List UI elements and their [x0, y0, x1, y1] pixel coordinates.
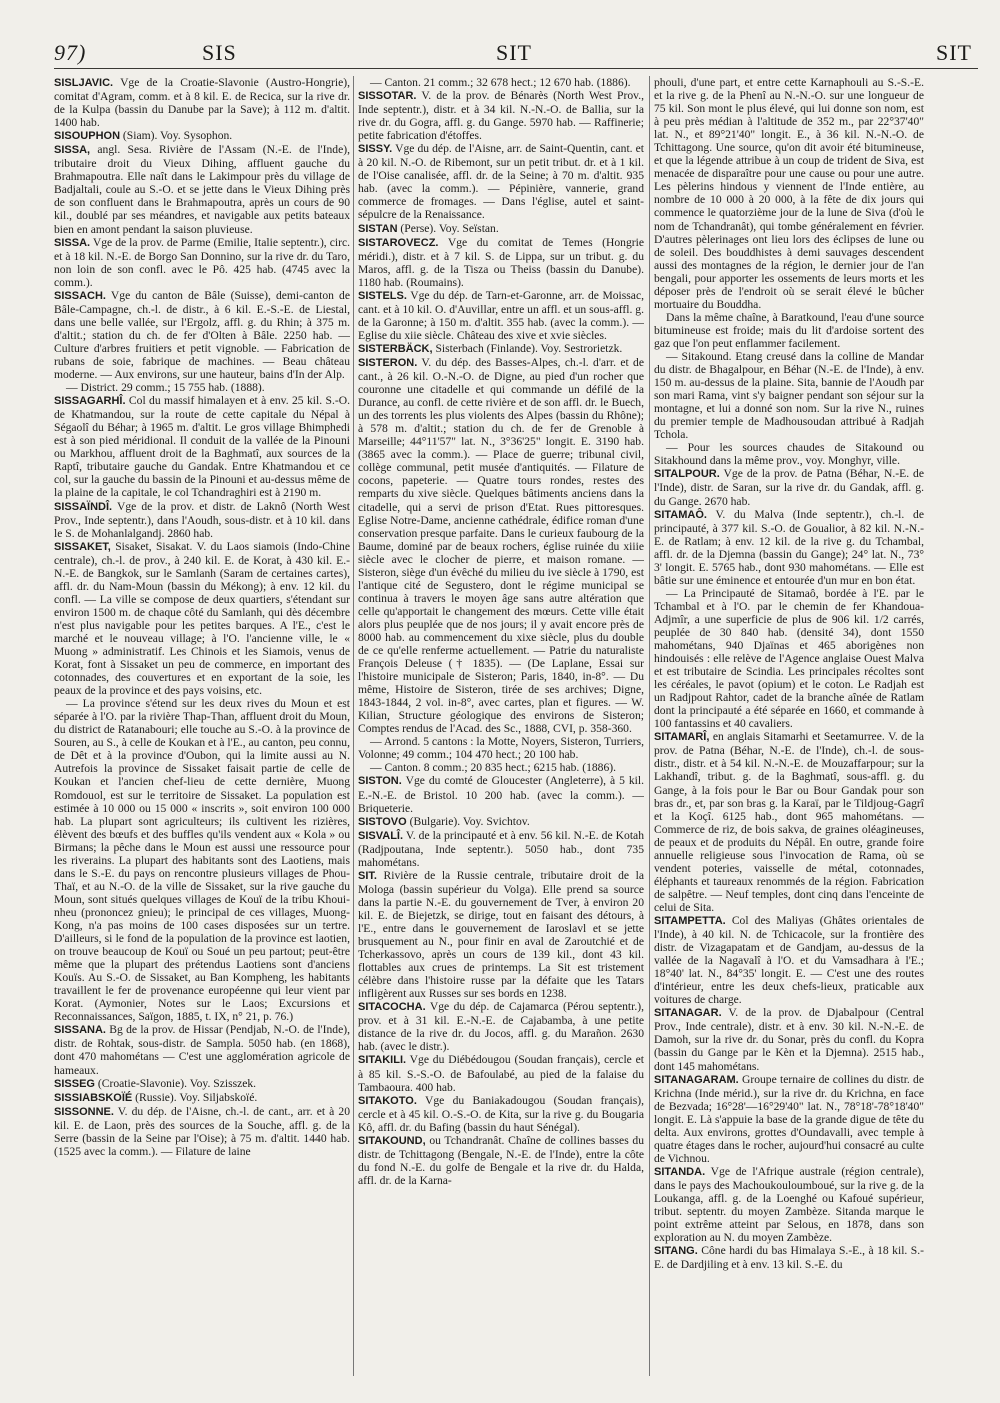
entry-text: (Bulgarie). Voy. Svichtov.	[406, 814, 530, 828]
entry	[358, 774, 644, 814]
entry-headword: SISOUPHON	[54, 130, 121, 143]
entry	[358, 1053, 644, 1093]
entry-text: Vge de la Croatie-Slavonie (Austro-Hongrie), comitat d'Agram, comm. et à 8 kil. E. de Recica, sur la rive dr. de la Kulpa (bassin du Danube par la Save); à 112 m. d'altit. 1400 hab.	[54, 76, 350, 130]
entry-headword: SITAMPETTA.	[654, 915, 726, 927]
entry	[358, 342, 644, 356]
entry	[358, 1134, 644, 1187]
entry-text: Vge de la prov. de Parme (Emilie, Italie septentr.), circ. et à 18 kil. N.-E. de Borgo San Donnino, sur la rive dr. du Taro, non loin de son confl. avec le Pô. 425 hab. (4745 avec la comm.).	[54, 235, 350, 289]
entry-text: Vge de la prov. de Patna (Béhar, N.-E. de l'Inde), distr. de Saran, sur la rive dr. du Gandak, affl. g. du Gange. 2670 hab.	[654, 467, 924, 508]
entry-headword: SISSAKET,	[54, 540, 111, 553]
entry-text: (Perse). Voy. Seïstan.	[397, 221, 499, 235]
entry	[654, 1244, 924, 1271]
entry	[358, 142, 644, 221]
entry-text: phouli, d'une part, et entre cette Karnaphouli au S.-S.-E. et la rive g. de la Phenî au N.-N.-O. sur une longueur de 75 kil. Son mont le plus élevé, qui lui donne son nom, est à peu près médian à l'altitude de 352 m., par 22°37'40" lat. N., et 89°21'40" longit. E., à 36 kil. N.-N.-O. de Tchittagong. Une source, qu'on dit avoir été bitumineuse, et que la légende attribue à un coup de trident de Siva, est menacée de disparaître pour une cause ou pour une autre. Les pèlerins hindous y viennent de l'Inde entière, au nombre de 10 000 à 20 000, à la fête de dix jours qui commence le quatorzième jour de la lune de Siva (d'où le nom de Tchandranât), qui tombe généralement en février. D'autres pèlerinages ont lieu lors des éclipses de lune ou de soleil. Des bouddhistes à demi sauvages descendent aussi des montagnes de la région, le dernier jour de l'an bengali, pour apporter les ossements de leurs morts et les déposer près de l'endroit où se serait élevé le bûcher mortuaire du Bouddha.	[654, 76, 924, 311]
entry-headword: SISSANA.	[54, 1024, 106, 1037]
entry-headword: SISSIABSKOÏÉ	[54, 1091, 133, 1104]
entry	[54, 1023, 350, 1076]
entry-headword: SISSA,	[54, 144, 91, 157]
entry	[54, 500, 350, 540]
entry-headword: SISSOTAR.	[358, 90, 417, 103]
entry-text: Rivière de la Russie centrale, tributaire droit de la Mologa (bassin supérieur du Volga). Elle prend sa source dans la partie N.-E. du gouvernement de Tver, à environ 20 kil. E. de Biejetzk, se dirige, tout en faisant des détours, à l'E., entre dans le gouvernement de Iaroslavl et se jette brusquement au N., pour finir en aval de Zaroutchié et de Tcherkassovo, après un cours de 139 kil., dont 43 kil. flottables aux crues de printemps. La Sit est tristement célèbre dans l'histoire russe par la défaite que les Tatars infligèrent aux Russes sur ses bords en 1238.	[358, 868, 644, 1001]
entry	[358, 356, 644, 735]
sub-entry: — Canton. 21 comm.; 32 678 hect.; 12 670 hab. (1886).	[370, 76, 631, 89]
entry	[358, 222, 644, 236]
entry	[54, 289, 350, 381]
entry	[654, 730, 924, 914]
entry-text: V. de la prov. de Djabalpour (Central Prov., Inde centrale), distr. et à env. 30 kil. N.-N.-E. de Damoh, sur la rive dr. du Sonar, près du confl. du Kopra (bassin du Gange par le Kèn et la Djemna). 2515 hab., dont 145 mahométans.	[654, 1006, 924, 1073]
header-rule	[54, 68, 978, 69]
entry-headword: SISSONNE.	[54, 1105, 114, 1118]
column-middle	[358, 76, 644, 1388]
sub-entry: Dans la même chaîne, à Baratkound, l'eau d'une source bitumineuse est froide; mais du lit d'ardoise sortent des gaz que l'on peut enflammer facilement.	[654, 310, 924, 350]
entry-headword: SISSAGARHÎ.	[54, 395, 126, 408]
entry-text: (Siam). Voy. Sysophon.	[120, 129, 233, 143]
entry-text: (Croatie-Slavonie). Voy. Szisszek.	[94, 1076, 257, 1090]
entry	[54, 1077, 350, 1091]
entry	[654, 1073, 924, 1165]
entry	[358, 289, 644, 342]
entry	[358, 869, 644, 1000]
entry	[358, 236, 644, 289]
column-right	[654, 76, 924, 1388]
entry-headword: SISTOVO	[358, 815, 407, 828]
entry-headword: SITANDA.	[654, 1165, 706, 1178]
sub-entry: — Pour les sources chaudes de Sitakound ou Sitakhound dans la même prov., voy. Monghyr, ville.	[654, 441, 924, 468]
entry	[54, 76, 350, 129]
entry-text: Vge du dép. de Cajamarca (Pérou septentr.), prov. et à 31 kil. E.-N.-E. de Cajabamba, à une petite distance de la rive dr. du Jocos, affl. g. du Marañon. 2630 hab. (avec le distr.).	[358, 1000, 644, 1054]
sub-entry: — La province s'étend sur les deux rives du Moun et est séparée à l'O. par la rivière Thap-Than, affluent droit du Moun, du district de Ratanabouri; elle touche au S.-O. à la province de Souren, au S., à celle de Koukan et à l'E., au canton, peu connu, de Dêt et à la province d'Oubon, qui la limite aussi au N. Autrefois la province de Sissaket faisait partie de celle de Koukan et l'ancien chef-lieu de cette dernière, Muong Romdouol, est sur le territoire de Sissaket. La population est estimée à 10 000 ou 15 000 « inscrits », soit environ 100 000 hab. La plupart sont agriculteurs; ils cultivent les rizières, élèvent des bœufs et des buffles qu'ils vendent aux « Kola » ou Birmans; la pêche dans le Moun est aussi une ressource pour les riverains. La plupart des habitants sont des Laotiens, mais dans le S.-E. du pays on rencontre plusieurs villages de Phou-Thaï, et au N.-O. de la ville de Sissaket, sur la rive gauche du Moun, sont situés quelques villages de Kouï de la tribu Khoui-nheu (prononcez gnieu); le principal de ces villages, Muong-Kong, n'a pas moins de 100 cases disposées sur un tertre. D'ailleurs, si le fond de la population de la province est laotien, on trouve beaucoup de Kouï ou Soué un peu partout; peut-être même que la plupart des prétendus Laotiens sont d'anciens Kouïs. Au S.-O. de Sissaket, au Ban Kompheng, les habitants travaillent le fer de provenance européenne qui leur vient par Korat. (Aymonier, Notes sur le Laos; Excursions et Reconnaissances, Saïgon, 1885, t. IX, n° 21, p. 76.)	[54, 697, 350, 1024]
entry	[54, 129, 350, 143]
entry-text: Sisaket, Sisakat. V. du Laos siamois (Indo-Chine centrale), ch.-l. de prov., à 240 kil. E. de Korat, à 430 kil. E.-N.-E. de Bangkok, sur le Samlanh (Saram de certaines cartes), affl. dr. du Nam-Moun (bassin du Mékong); à env. 12 kil. du confl. — La ville se compose de deux quartiers, s'étendant sur environ 1500 m. de chaque côté du Samlanh, qui dès décembre n'est plus navigable pour les petites barques. A l'E., c'est le marché et le nouveau village; à l'O. l'ancienne ville, le « Muong » administratif. Les Chinois et les Siamois, venus de Korat, font à Sissaket un peu de commerce, en important des cotonnades, des couvertures et en exportant de la soie, les peaux de la province et des pays voisins, etc.	[54, 539, 350, 698]
entry-text: V. de la prov. de Bénarès (North West Prov., Inde septentr.), distr. et à 34 kil. N.-N.-O. de Ballia, sur la rive dr. du Gogra, affl. g. du Gange. 5970 hab. — Raffinerie; petite fabrication d'étoffes.	[358, 89, 644, 143]
entry-headword: SISTERON.	[358, 356, 418, 369]
entry-text: ou Tchandranât. Chaîne de collines basses du distr. de Tchittagong (Bengale, N.-E. de l'Inde), entre la côte du fond N.-E. du golfe de Bengale et la rive dr. du Halda, affl. dr. de la Karna-	[358, 1133, 644, 1187]
entry-text: V. du dép. des Basses-Alpes, ch.-l. d'arr. et de cant., à 26 kil. O.-N.-O. de Digne, au pied d'un rocher que couronne une citadelle et qui commande un défilé de la Durance, au confl. de cette rivière et de son affl. dr. le Buech, un des torrents les plus violents des Alpes (bassin du Rhône); à 578 m. d'altit.; station du ch. de fer de Grenoble à Marseille; 44°11'57" lat. N., 3°36'25" longit. E. 3190 hab. (3865 avec la comm.). — Place de guerre; tribunal civil, collège communal, petit musée d'antiquités. — Filature de cocons, papeterie. — Quatre tours rondes, restes des remparts du xive siècle. Quelques bâtiments anciens dans la citadelle, qui a servi de prison d'Etat. Rues pittoresques. Eglise Notre-Dame, ancienne cathédrale, édifice roman d'une conservation presque parfaite. Dans le curieux faubourg de la Baume, dominé par de beaux rochers, église ruinée du xiiie siècle avec le clocher de pierre, et maison romane. — Sisteron, siège d'un évêché du milieu du ive siècle à 1790, est l'antique cité de Segustero, dont le régime municipal se continua à travers le moyen âge sans autre altération que celle qu'apportait le changement des mœurs. Cette ville était alors plus peuplée que de nos jours; il y avait encore près de 8000 hab. au commencement du xixe siècle, plus du double de ce qu'elle renferme actuellement. — Patrie du naturaliste François Deleuse († 1835). — (De Laplane, Essai sur l'histoire municipale de Sisteron; Paris, 1840, in-8°. — Du même, Histoire de Sisteron, tirée de ses archives; Digne, 1843-1844, 2 vol. in-8°, avec cartes, plan et figures. — W. Kilian, Structure géologique des environs de Sisteron; Comptes rendus de l'Acad. des Sc., 1888, CVI, p. 358-360.	[358, 355, 644, 736]
entry-headword: SISTERBÄCK,	[358, 342, 433, 355]
sub-entry: — Arrond. 5 cantons : la Motte, Noyers, Sisteron, Turriers, Volonne; 49 comm.; 104 470 hect.; 20 100 hab.	[358, 735, 644, 762]
entry-headword: SISTAN	[358, 222, 398, 235]
entry	[54, 143, 350, 235]
entry-headword: SISSA.	[54, 236, 91, 249]
entry	[358, 1094, 644, 1134]
entry-headword: SISSY.	[358, 143, 393, 156]
entry-text: Vge du dép. de l'Aisne, arr. de Saint-Quentin, cant. et à 20 kil. N.-O. de Ribemont, sur un petit tribut. dr. et à 1 kil. de l'Oise canalisée, affl. dr. de la Seine; à 70 m. d'altit. 935 hab. (avec la comm.). — Pépinière, vannerie, grand commerce de fromages. — Dans l'église, autel et saint-sépulcre de la Renaissance.	[358, 142, 644, 222]
entry-text: Vge de la prov. et distr. de Laknô (North West Prov., Inde septentr.), dans l'Aoudh, sous-distr. et à 10 kil. dans le S. de Mohanlalgandj. 2860 hab.	[54, 499, 350, 540]
entry	[54, 1091, 350, 1105]
entry-text: angl. Sesa. Rivière de l'Assam (N.-E. de l'Inde), tributaire droit du Vieux Dihing, affluent gauche du Brahmapoutra. Elle naît dans le Lakimpour près du village de Badjaltali, coule au S.-O. et se jette dans le Vieux Dihing près de son confluent dans le Brahmapoutra, après un cours de 90 kil., doublé par ses méandres, et navigable aux petits bateaux bien en amont pendant la saison pluvieuse.	[54, 143, 350, 236]
entry-headword: SISTON.	[358, 775, 402, 788]
entry-text: Vge du dép. de Tarn-et-Garonne, arr. de Moissac, cant. et à 10 kil. O. d'Auvillar, entre un affl. et un sous-affl. g. de la Garonne; à 150 m. d'altit. 355 hab. (avec la comm.). — Eglise du xiie siècle. Château des xive et xvie siècles.	[358, 288, 644, 342]
entry	[54, 1105, 350, 1158]
sub-entry: — District. 29 comm.; 15 755 hab. (1888).	[66, 381, 265, 395]
entry-text: Vge du canton de Bâle (Suisse), demi-canton de Bâle-Campagne, ch.-l. de distr., à 6 kil. E.-S.-E. de Liestal, dans une belle vallée, sur l'Ergolz, affl. g. du Rhin; à 375 m. d'altit.; station du ch. de fer d'Olten à Bâle. 2250 hab. — Culture d'arbres fruitiers et petit vignoble. — Fabrication de rubans de soie, fabrique de machines. — Beau château moderne. — Aux environs, sur une hauteur, bains d'In der Alp.	[54, 288, 350, 382]
entry-text: Col du massif himalayen et à env. 25 kil. S.-O. de Khatmandou, sur la route de cette capitale du Népal à Ségaolî du Béhar; à 1965 m. d'altit. Le gros village Bhimphedi est à son pied méridional. Il conduit de la vallée de la Pinouni ou Markhou, affluent droit de la Baghmatî, aux sources de la Raptî, tributaire gauche du Gandak. Entre Khatmandou et ce col, sur la gauche du bassin de la Pinouni et au-dessus même de la plaine de la capitale, le col Tchandraghiri est à 2190 m.	[54, 394, 350, 500]
entry	[654, 914, 924, 1006]
entry-headword: SITAMAÔ.	[654, 508, 707, 521]
entry	[358, 1000, 644, 1053]
entry	[358, 815, 644, 829]
entry-headword: SITAKOUND,	[358, 1134, 426, 1147]
entry	[358, 89, 644, 142]
entry-headword: SITAMARÎ,	[654, 731, 710, 744]
entry	[654, 76, 924, 311]
entry-headword: SITANG.	[654, 1245, 698, 1258]
entry-headword: SITACOCHA.	[358, 1001, 426, 1014]
entry-text: Col des Maliyas (Ghâtes orientales de l'Inde), à 40 kil. N. de Tchicacole, sur la frontière des distr. de Vizagapatam et de Gandjam, au-dessus de la vallée de la Nagavalî à l'O. et du Vamsadhara à l'E.; 18°40' lat. N., 84°35' longit. E. — C'est une des routes d'intérieur, entre les deux chefs-lieux, praticable aux voitures de charge.	[654, 914, 924, 1007]
entry-text: en anglais Sitamarhi et Seetamurree. V. de la prov. de Patna (Béhar, N.-E. de l'Inde), ch.-l. de sous-distr., distr. et à 54 kil. N.-N.-E. de Mouzaffarpour; sur la Lakhandî, tribut. g. de la Baghmatî, sous-affl. g. du Gange, à la fois pour le Bar ou Bour Gandak pour son bras dr., et, par son bras g. la Karaï, par le Tildjoug-Gagrî et la Koçî. 6125 hab., dont 965 mahométans. — Commerce de riz, de bois sakva, de graines oléagineuses, de peaux et de produits du Népâl. En outre, grande foire annuelle religieuse sous l'invocation de Rama, où se vendent poteries, vaisselle de métal, cotonnades, éléphants et taureaux renommés de la région. Fabrication de salpêtre. — Neuf temples, dont cinq dans l'enceinte de celui de Sita.	[654, 730, 924, 914]
entry-headword: SITANAGAR.	[654, 1007, 722, 1020]
entry-headword: SISSAÏNDÎ.	[54, 500, 113, 513]
entry	[654, 1006, 924, 1072]
entry-headword: SISSACH.	[54, 289, 106, 302]
entry-text: (Russie). Voy. Siljabskoïé.	[132, 1090, 258, 1104]
entry-headword: SIT.	[358, 869, 377, 882]
right-running-head: SIT	[936, 40, 972, 65]
entry-headword: SISTELS.	[358, 289, 407, 302]
entry-headword: SITANAGARAM.	[654, 1073, 739, 1086]
entry-text: Vge du Baniakadougou (Soudan français), cercle et à 45 kil. O.-S.-O. de Kita, sur la rive g. du Bougaria Kô, affl. dr. du Bafing (bassin du haut Sénégal).	[358, 1093, 644, 1134]
entry-text: Vge du comté de Gloucester (Angleterre), à 5 kil. E.-N.-E. de Bristol. 10 200 hab. (avec la comm.). — Briqueterie.	[358, 774, 644, 815]
entry-text: Bg de la prov. de Hissar (Pendjab, N.-O. de l'Inde), distr. de Rohtak, sous-distr. de Sampla. 5050 hab. (en 1868), dont 470 mahométans — C'est une agglomération agricole de hameaux.	[54, 1023, 350, 1077]
column-left	[54, 76, 350, 1388]
sub-entry: — Canton. 8 comm.; 20 835 hect.; 6215 hab. (1886).	[370, 761, 617, 775]
entry-text: Vge du comitat de Temes (Hongrie méridi.), distr. et à 7 kil. S. de Lippa, sur un tribut. g. du Maros, affl. g. de la Tisza ou Theiss (bassin du Danube). 1180 hab. (Roumains).	[358, 235, 644, 289]
entry-text: Sisterbach (Finlande). Voy. Sestrorietzk.	[432, 341, 623, 355]
column-divider	[353, 76, 354, 1376]
entry-text: V. du Malva (Inde septentr.), ch.-l. de principauté, à 377 kil. S.-O. de Goualior, à 82 kil. N.-N.-E. de Ratlam; à env. 12 kil. de la rive g. du Tchambal, affl. dr. de la Djemna (bassin du Gange); 24° lat. N., 73° 3' longit. E. 5765 hab., dont 930 mahométans. — Elle est bâtie sur une éminence et entourée d'un mur en bon état.	[654, 507, 924, 587]
entry-text: V. de la principauté et à env. 56 kil. N.-E. de Kotah (Radjpoutana, Inde septentr.). 5050 hab., dont 735 mahométans.	[358, 828, 644, 869]
sub-entry: — Sitakound. Etang creusé dans la colline de Mandar du distr. de Bhagalpour, en Béhar (N.-E. de l'Inde), à env. 150 m. au-dessus de la plaine. Sita, bannie de l'Aoudh par son mari Rama, vint s'y baigner pendant son séjour sur la montagne, et lui a donné son nom. Sur la rive N., ruines du premier temple de Madhousoudan attribué à Radjah Tchola.	[654, 349, 924, 442]
entry-headword: SITAKILI.	[358, 1054, 407, 1067]
entry-headword: SISTAROVECZ.	[358, 236, 439, 249]
entry	[54, 540, 350, 698]
center-running-head: SIT	[496, 40, 532, 65]
left-running-head: SIS	[202, 40, 237, 65]
entry-text: Cône hardi du bas Himalaya S.-E., à 18 kil. S.-E. de Dardjiling et à env. 13 kil. S.-E. du	[654, 1244, 924, 1272]
column-divider	[649, 76, 650, 1376]
entry-headword: SITALPOUR.	[654, 468, 720, 481]
entry-text: V. du dép. de l'Aisne, ch.-l. de cant., arr. et à 20 kil. E. de Laon, près des sources de la Souche, affl. g. de la Serre (bassin de la Seine par l'Oise); à 75 m. d'altit. 1440 hab. (1525 avec la comm.). — Filature de laine	[54, 1104, 350, 1158]
entry	[54, 236, 350, 289]
entry-headword: SISSEG	[54, 1077, 95, 1090]
entry-headword: SISLJAVIC.	[54, 77, 114, 89]
entry-text: Vge de l'Afrique australe (région centrale), dans le pays des Machoukouloumboué, sur la rive g. de la Loukanga, affl. g. de la Loenghé ou Kafoué supérieur, tribut. septentr. du moyen Zambèze. Sitanda marque le point extrême atteint par Selous, en 1878, dans son exploration au N. du moyen Zambèze.	[654, 1164, 924, 1245]
entry-headword: SITAKOTO.	[358, 1094, 417, 1107]
entry	[654, 508, 924, 587]
page-number: 97)	[54, 40, 87, 65]
sub-entry: — La Principauté de Sitamaô, bordée à l'E. par le Tchambal et à l'O. par le chemin de fer Khandoua-Adjmîr, a une superficie de plus de 906 kil. 1/2 carrés, peuplée de 30 840 hab. (densité 34), dont 1550 mahométans, 940 Djaïnas et 465 aborigènes non hindouisés : elle relève de l'Agence anglaise Ouest Malva et est tributaire de Scindia. Les principales récoltes sont les céréales, le pavot (opium) et le coton. Le Radjah est un Radjpout Rahtor, cadet de la branche aînée de Ratlam dont la principauté a été séparée en 1660, et commande à 100 fantassins et 40 cavaliers.	[654, 586, 924, 731]
entry-text: Groupe ternaire de collines du distr. de Krichna (Inde mérid.), sur la rive dr. du Krichna, en face de Bezvada; 16°28'—16°29'40" lat. N., 78°18'-78°18'40" longit. E. Là s'appuie la base de la grande digue de tête du delta. Aux environs, grottes d'Oundavalli, avec temple à quatre étages dans le rocher, aujourd'hui consacré au culte de Vichnou.	[654, 1072, 924, 1165]
entry	[654, 1165, 924, 1244]
entry	[358, 829, 644, 869]
entry-text: Vge du Diébédougou (Soudan français), cercle et à 85 kil. S.-S.-O. de Bafoulabé, au pied de la falaise du Tambaoura. 400 hab.	[358, 1053, 644, 1094]
entry	[54, 394, 350, 499]
entry-headword: SISVALÎ.	[358, 829, 404, 842]
entry	[654, 467, 924, 507]
